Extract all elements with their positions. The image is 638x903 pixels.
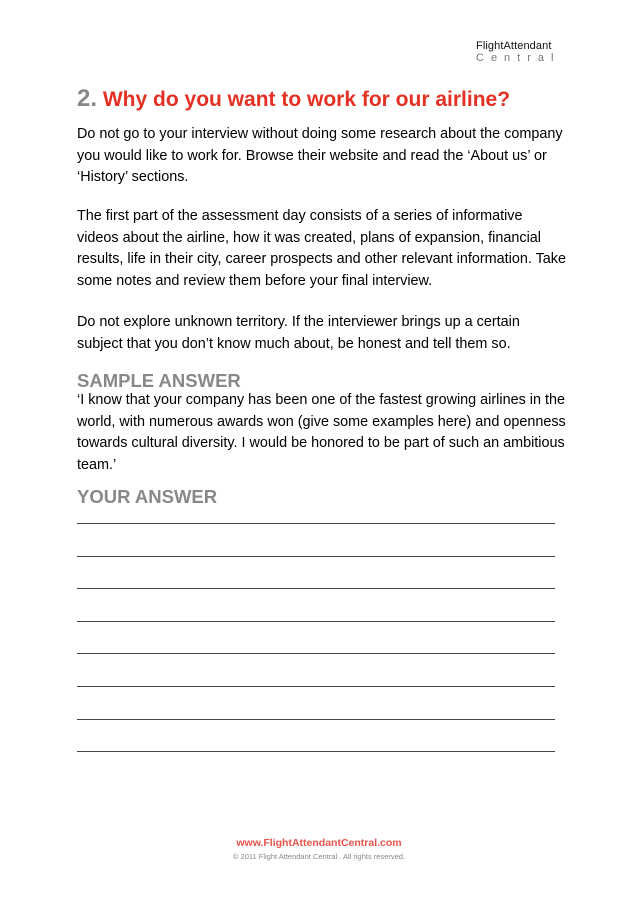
logo-line-1: FlightAttendant [476, 40, 552, 52]
paragraph-assessment: The first part of the assessment day consists of a series of informative videos about the airline, how it was created, plans of expansion, financial results, life in their city, career prospects and other relevant information. Take some notes and review them before your final interview. [77, 208, 566, 289]
your-answer-title: YOUR ANSWER [77, 486, 218, 507]
sample-answer-title: SAMPLE ANSWER [77, 370, 241, 391]
logo-line-2: Central [476, 52, 561, 64]
question-text: Why do you want to work for our airline? [102, 88, 511, 111]
answer-lines [77, 508, 555, 752]
paragraph-research: Do not go to your interview without doing some research about the company you would like to work for. Browse their website and read the ‘About us’ or ‘History’ sections. [77, 126, 563, 185]
answer-line [77, 622, 555, 655]
answer-line [77, 508, 555, 524]
answer-line [77, 589, 555, 622]
answer-line [77, 557, 555, 590]
sample-answer-text: ‘I know that your company has been one of the fastest growing airlines in the world, with numerous awards won (give some examples here) and openness towards cultural diversity. I would be honored to be part of such an ambitious team.’ [77, 392, 566, 473]
question-heading [77, 86, 510, 113]
brand-logo [476, 40, 566, 64]
answer-line [77, 654, 555, 687]
answer-line [77, 524, 555, 557]
answer-line [77, 720, 555, 753]
footer-url: www.FlightAttendantCentral.com [236, 837, 402, 849]
answer-line [77, 687, 555, 720]
footer-copyright: © 2011 Flight Attendant Central . All rights reserved. [232, 852, 406, 861]
question-number: 2. [77, 85, 98, 112]
paragraph-honesty: Do not explore unknown territory. If the interviewer brings up a certain subject that you don’t know much about, be honest and tell them so. [77, 314, 520, 352]
